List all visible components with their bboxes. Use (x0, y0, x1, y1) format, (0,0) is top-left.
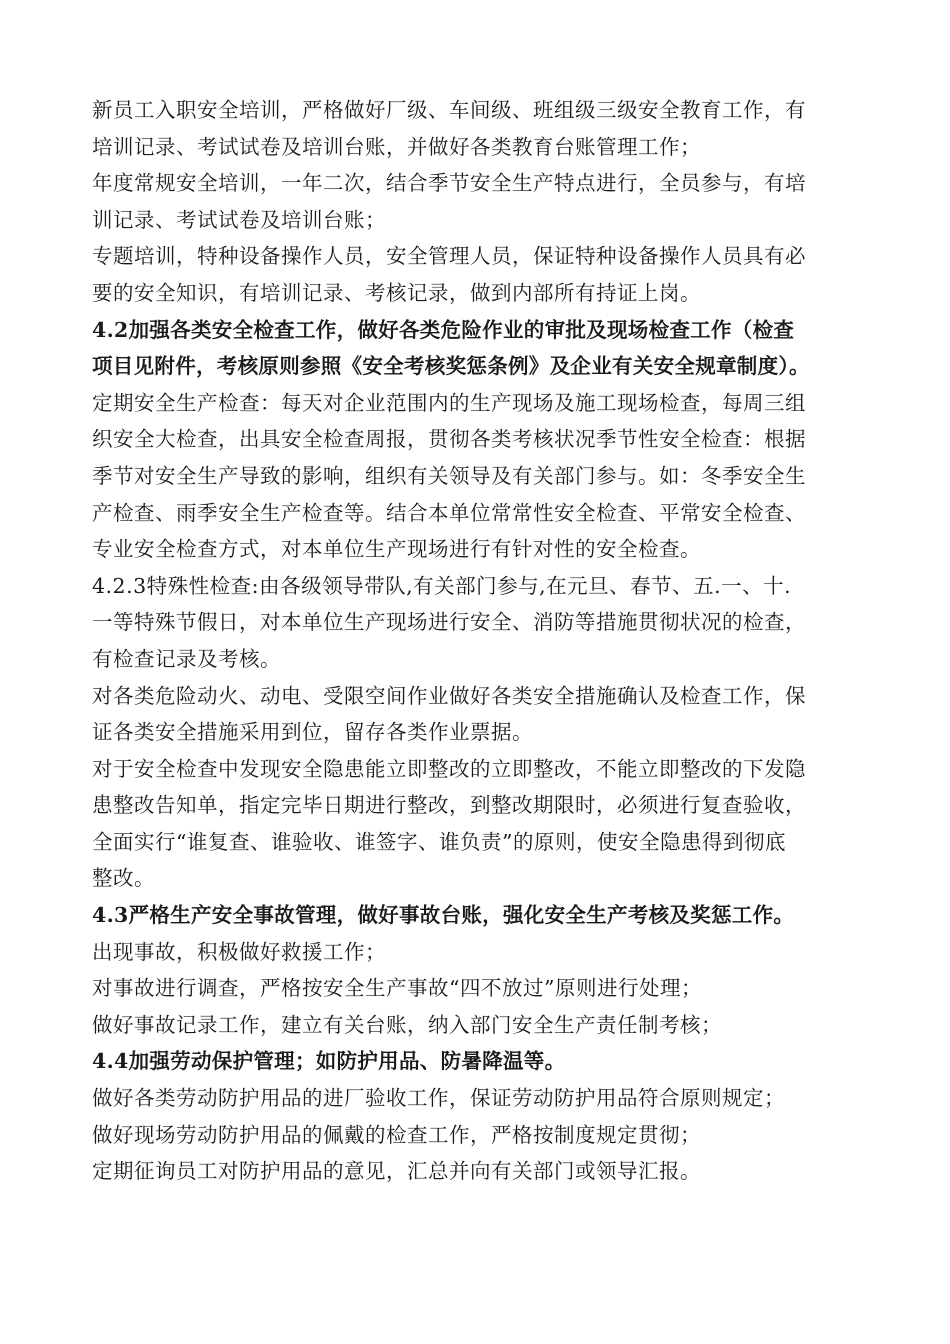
paragraph-line: 做好事故记录工作，建立有关台账，纳入部门安全生产责任制考核； (92, 1012, 722, 1037)
paragraph-line: 对事故进行调查，严格按安全生产事故“四不放过”原则进行处理； (92, 976, 702, 1001)
paragraph-line: 要的安全知识，有培训记录、考核记录，做到内部所有持证上岗。 (92, 280, 701, 305)
paragraph-line: 年度常规安全培训，一年二次，结合季节安全生产特点进行，全员参与，有培 (92, 171, 806, 196)
paragraph-line: 有检查记录及考核。 (92, 646, 281, 671)
paragraph-line: 4.2.3特殊性检查:由各级领导带队,有关部门参与,在元旦、春节、五.一、十. (92, 573, 792, 598)
paragraph-line: 新员工入职安全培训，严格做好厂级、车间级、班组级三级安全教育工作，有 (92, 98, 806, 122)
paragraph-line: 出现事故，积极做好救援工作； (92, 939, 386, 964)
paragraph-line: 专业安全检查方式，对本单位生产现场进行有针对性的安全检查。 (92, 537, 701, 562)
paragraph-line: 对于安全检查中发现安全隐患能立即整改的立即整改，不能立即整改的下发隐 (92, 756, 806, 781)
paragraph-line: 全面实行“谁复查、谁验收、谁签字、谁负责”的原则，使安全隐患得到彻底 (92, 829, 786, 854)
section-heading-line: 4.3严格生产安全事故管理，做好事故台账，强化安全生产考核及奖惩工作。 (92, 903, 795, 928)
paragraph-line: 培训记录、考试试卷及培训台账，并做好各类教育台账管理工作； (92, 134, 701, 159)
paragraph-line: 整改。 (92, 866, 155, 891)
paragraph-line: 一等特殊节假日，对本单位生产现场进行安全、消防等措施贯彻状况的检查， (92, 610, 806, 635)
paragraph-line: 对各类危险动火、动电、受限空间作业做好各类安全措施确认及检查工作，保 (92, 683, 806, 708)
paragraph-line: 做好现场劳动防护用品的佩戴的检查工作，严格按制度规定贯彻； (92, 1122, 701, 1147)
paragraph-line: 证各类安全措施采用到位，留存各类作业票据。 (92, 720, 533, 745)
paragraph-line: 患整改告知单，指定完毕日期进行整改，到整改期限时，必须进行复查验收， (92, 793, 806, 818)
paragraph-line: 专题培训，特种设备操作人员，安全管理人员，保证特种设备操作人员具有必 (92, 244, 806, 269)
section-heading-line: 项目见附件，考核原则参照《安全考核奖惩条例》及企业有关安全规章制度）。 (92, 354, 810, 379)
paragraph-line: 季节对安全生产导致的影响，组织有关领导及有关部门参与。如：冬季安全生 (92, 463, 806, 488)
section-heading-line: 4.2加强各类安全检查工作，做好各类危险作业的审批及现场检查工作（检查 (92, 317, 795, 342)
paragraph-line: 做好各类劳动防护用品的进厂验收工作，保证劳动防护用品符合原则规定； (92, 1086, 785, 1111)
paragraph-line: 训记录、考试试卷及培训台账； (92, 207, 386, 232)
document-body (92, 92, 862, 1190)
paragraph-line: 定期征询员工对防护用品的意见，汇总并向有关部门或领导汇报。 (92, 1159, 701, 1184)
paragraph-line: 定期安全生产检查：每天对企业范围内的生产现场及施工现场检查，每周三组 (92, 390, 806, 415)
paragraph-line: 织安全大检查，出具安全检查周报，贯彻各类考核状况季节性安全检查：根据 (92, 427, 806, 452)
section-heading-line: 4.4加强劳动保护管理；如防护用品、防暑降温等。 (92, 1049, 566, 1074)
paragraph-line: 产检查、雨季安全生产检查等。结合本单位常常性安全检查、平常安全检查、 (92, 500, 806, 525)
